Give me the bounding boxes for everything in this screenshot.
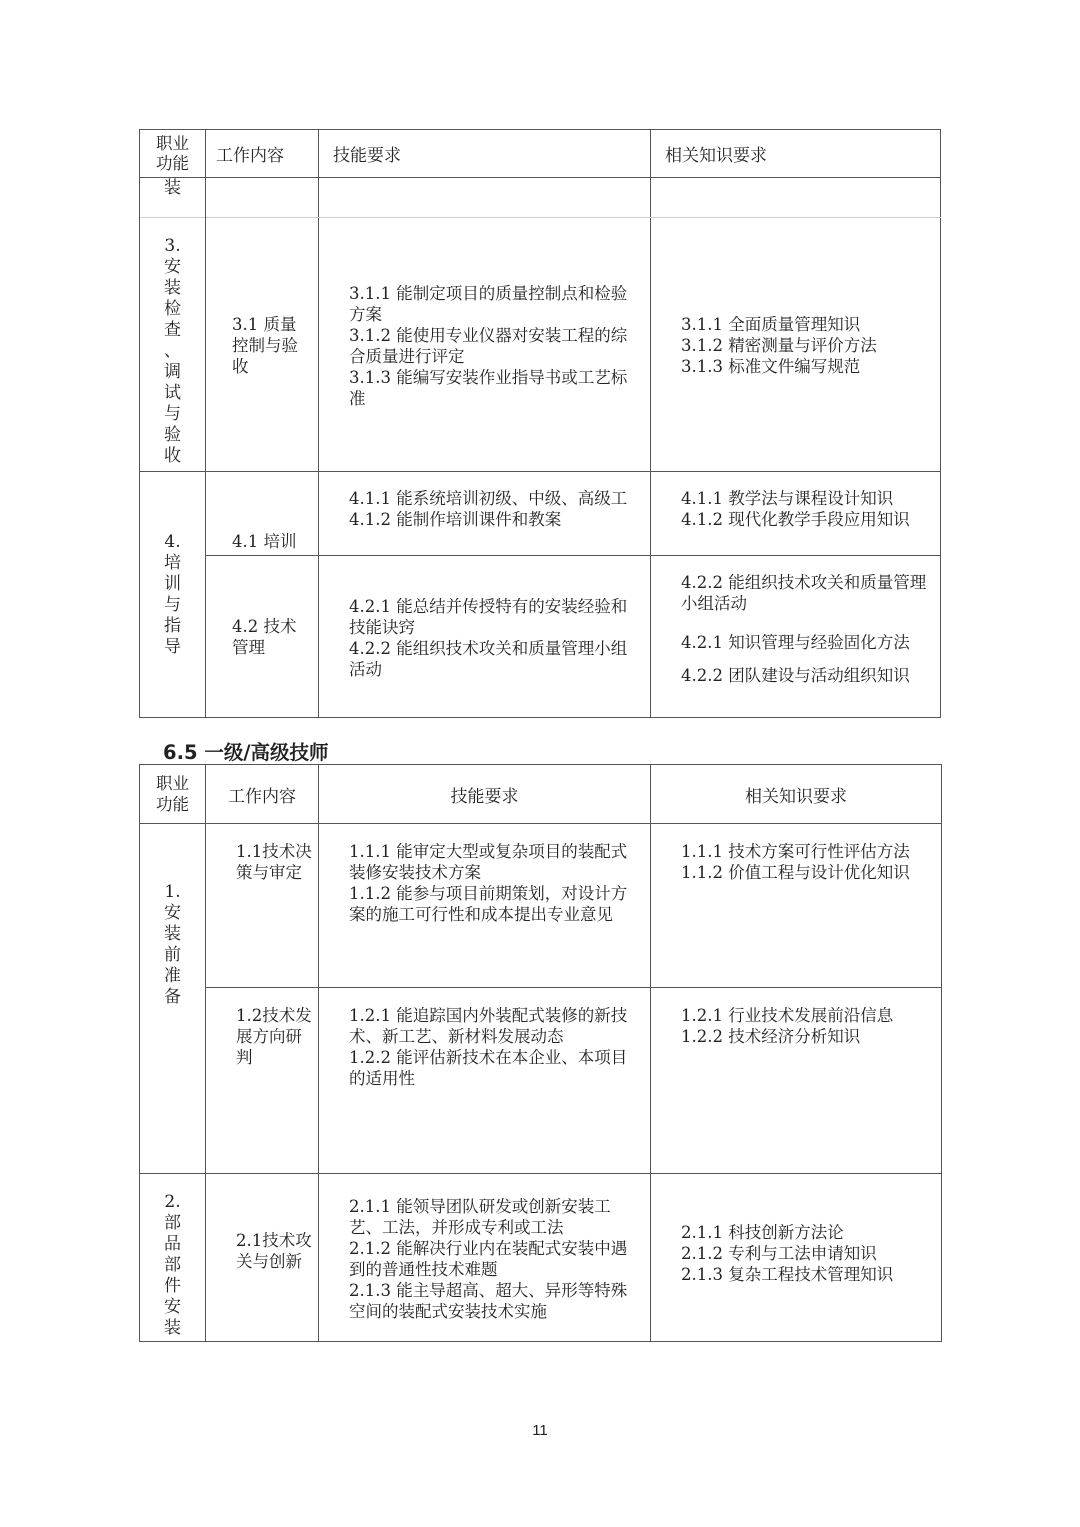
content-tech-decision: 1.1技术决策与审定 [206,824,319,988]
content-training: 4.1 培训 [206,472,319,556]
header-knowledge-requirements: 相关知识要求 [651,130,941,178]
skills-cell-empty [319,178,651,218]
skills-tech-trend: 1.2.1 能追踪国内外装配式装修的新技术、新工艺、新材料发展动态 1.2.2 能评估新技术在本企业、本项目的适用性 [319,988,651,1174]
table-row-tech-innovation [140,1174,942,1342]
knowledge-tech-decision: 1.1.1 技术方案可行性评估方法 1.1.2 价值工程与设计优化知识 [651,824,942,988]
qualification-table-level1 [139,764,942,1342]
qualification-table-continued [139,129,941,718]
skills-tech-innovation: 2.1.1 能领导团队研发或创新安装工艺、工法，并形成专利或工法 2.1.2 能解决行业内在装配式安装中遇到的普通性技术难题 2.1.3 能主导超高、超大、异形等特殊空间的装配式安装技术实施 [319,1174,651,1342]
content-quality-control: 3.1 质量控制与验收 [206,218,319,472]
content-tech-trend: 1.2技术发展方向研判 [206,988,319,1174]
knowledge-tech-trend: 1.2.1 行业技术发展前沿信息 1.2.2 技术经济分析知识 [651,988,942,1174]
content-cell-empty [206,178,319,218]
table-header-row [140,765,942,824]
header-work-content: 工作内容 [206,765,319,824]
header-work-content: 工作内容 [206,130,319,178]
knowledge-tech-innovation: 2.1.1 科技创新方法论 2.1.2 专利与工法申请知识 2.1.3 复杂工程技术管理知识 [651,1174,942,1342]
header-knowledge-requirements: 相关知识要求 [651,765,942,824]
table-header-row [140,130,941,178]
header-function: 职业 功能 [140,130,206,178]
knowledge-cell-empty [651,178,941,218]
table-row-tech-trend [140,988,942,1174]
header-skill-requirements: 技能要求 [319,130,651,178]
table-row-carry-over [140,178,941,218]
content-tech-innovation: 2.1技术攻关与创新 [206,1174,319,1342]
skills-section3: 3.1.1 能制定项目的质量控制点和检验方案 3.1.2 能使用专业仪器对安装工程的综合质量进行评定 3.1.3 能编写安装作业指导书或工艺标准 [319,218,651,472]
table-row-training [140,472,941,556]
knowledge-section3: 3.1.1 全面质量管理知识 3.1.2 精密测量与评价方法 3.1.3 标准文件编写规范 [651,218,941,472]
table-row-section3 [140,218,941,472]
function-section3: 3. 安 装 检 查 、 调 试 与 验 收 [140,218,206,472]
table-row-tech-management [140,556,941,718]
skills-training: 4.1.1 能系统培训初级、中级、高级工 4.1.2 能制作培训课件和教案 [319,472,651,556]
knowledge-tech-management-top: 4.2.2 能组织技术攻关和质量管理小组活动 [681,573,927,613]
function-section1: 1. 安 装 前 准 备 [140,824,206,1174]
header-function: 职业 功能 [140,765,206,824]
function-section4: 4. 培 训 与 指 导 [140,472,206,718]
skills-tech-management: 4.2.1 能总结并传授特有的安装经验和技能诀窍 4.2.2 能组织技术攻关和质量管理小组活动 [319,556,651,718]
page-number: 11 [532,1422,548,1439]
header-skill-requirements: 技能要求 [319,765,651,824]
function-carry-over: 装 [140,178,206,218]
knowledge-training: 4.1.1 教学法与课程设计知识 4.1.2 现代化教学手段应用知识 [651,472,941,556]
section-heading: 6.5 一级/高级技师 [163,741,329,764]
knowledge-tech-management: 4.2.2 能组织技术攻关和质量管理小组活动 4.2.1 知识管理与经验固化方法 4.2.2 团队建设与活动组织知识 [651,556,941,718]
table-row-tech-decision [140,824,942,988]
content-tech-management: 4.2 技术管理 [206,556,319,718]
function-section2: 2. 部 品 部 件 安 装 [140,1174,206,1342]
skills-tech-decision: 1.1.1 能审定大型或复杂项目的装配式装修安装技术方案 1.1.2 能参与项目前期策划，对设计方案的施工可行性和成本提出专业意见 [319,824,651,988]
